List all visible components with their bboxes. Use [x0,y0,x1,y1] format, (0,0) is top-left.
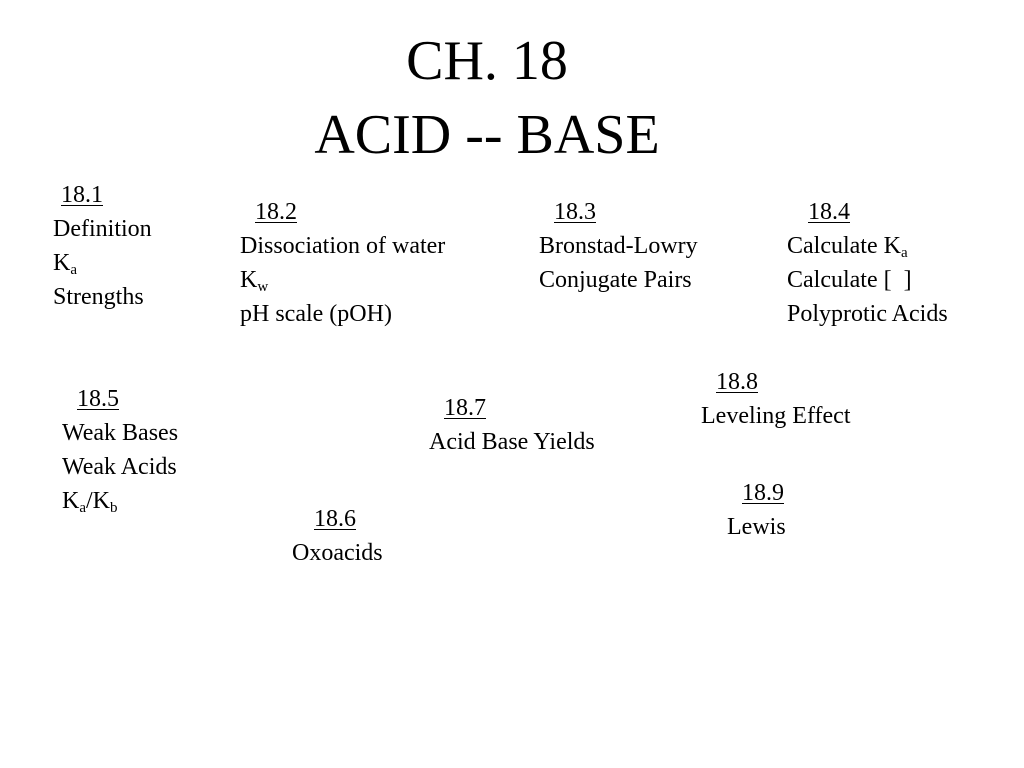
topic-polyprotic-acids: Polyprotic Acids [787,301,948,327]
section-number: 18.4 [808,199,850,225]
section-number: 18.6 [314,506,356,532]
topic-ph-scale: pH scale (pOH) [240,301,392,327]
topic-definition: Definition [53,216,152,242]
section-number: 18.1 [61,182,103,208]
section-number: 18.8 [716,369,758,395]
section-18-1 [53,178,152,314]
topic-leveling-effect: Leveling Effect [701,403,851,429]
topic-calculate-ka: Calculate $K_a$ [787,233,908,261]
section-18-8 [701,365,850,433]
section-number: 18.2 [255,199,297,225]
section-18-2 [240,195,445,331]
section-18-7 [429,391,595,459]
topic-ka-kb: $K_a/K_b$ [62,488,118,516]
topic-weak-bases: Weak Bases [62,420,179,446]
section-number: 18.7 [444,395,486,421]
topic-calculate-concentration: Calculate [ ] [787,267,912,293]
topic-bronstad-lowry: Bronstad-Lowry [539,233,698,259]
chapter-title: CH. 18 [406,30,568,92]
section-18-6 [292,502,383,570]
topic-oxoacids: Oxoacids [292,540,383,566]
section-number: 18.9 [742,480,784,506]
topic-acid-base-yields: Acid Base Yields [429,429,595,455]
section-number: 18.5 [77,386,119,412]
topic-strengths: Strengths [53,284,144,310]
topic-weak-acids: Weak Acids [62,454,177,480]
section-18-4 [787,195,948,331]
section-18-3 [539,195,698,297]
section-18-9 [727,476,786,544]
topic-lewis: Lewis [727,514,786,540]
chapter-subtitle: ACID -- BASE [314,104,660,166]
topic-conjugate-pairs: Conjugate Pairs [539,267,692,293]
section-18-5 [62,382,178,518]
topic-dissociation: Dissociation of water [240,233,446,259]
section-number: 18.3 [554,199,596,225]
topic-kw: $K_w$ [240,267,269,295]
topic-ka: $K_a$ [53,250,78,278]
